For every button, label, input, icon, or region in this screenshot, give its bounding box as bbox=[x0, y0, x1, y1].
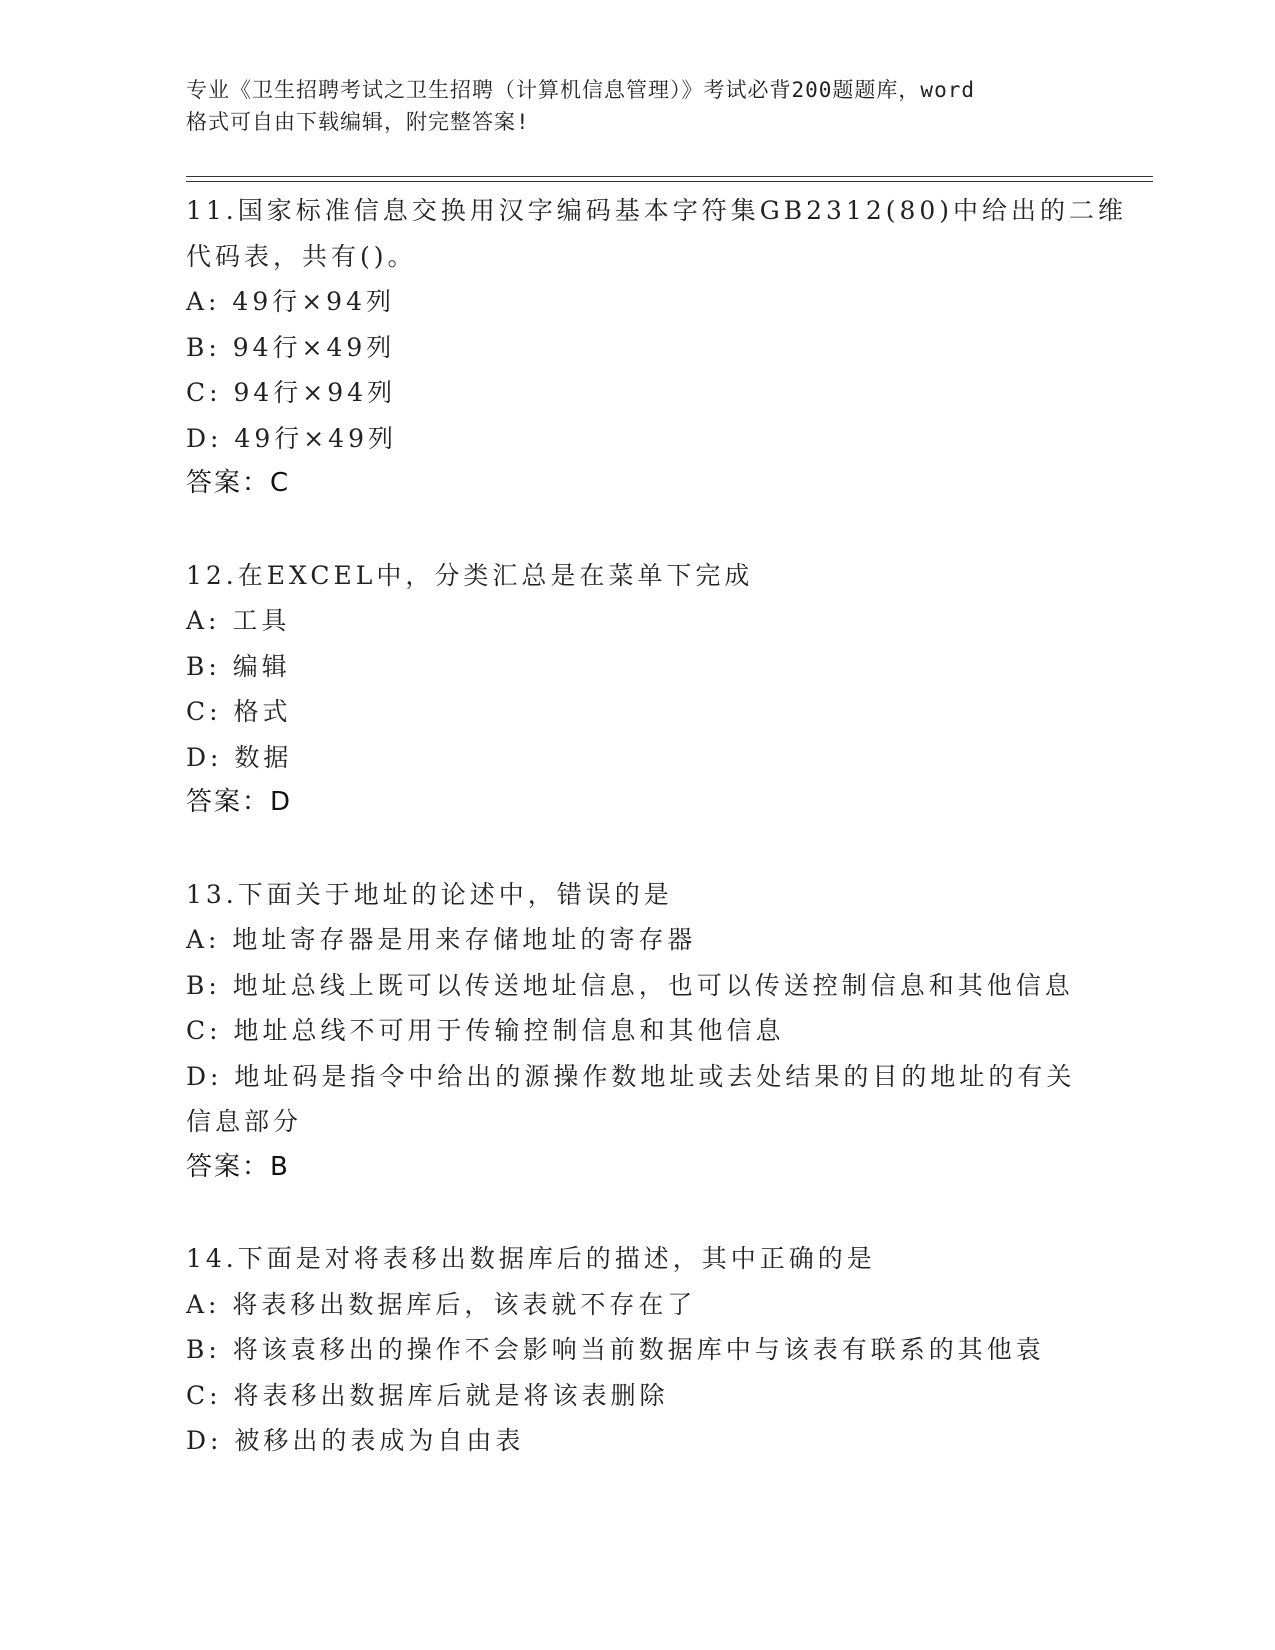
question-stem: 12.在EXCEL中，分类汇总是在菜单下完成 bbox=[186, 560, 754, 590]
option-d: D: 49行×49列 bbox=[186, 423, 397, 453]
question-14 bbox=[186, 1236, 1086, 1464]
question-list bbox=[186, 188, 1128, 1510]
answer-line: 答案：B bbox=[186, 1151, 290, 1182]
option-b: B: 将该袁移出的操作不会影响当前数据库中与该表有联系的其他袁 bbox=[186, 1335, 1045, 1364]
question-stem: 代码表，共有()。 bbox=[186, 241, 417, 271]
option-b: B: 地址总线上既可以传送地址信息，也可以传送控制信息和其他信息 bbox=[186, 970, 1074, 1000]
option-d: D: 被移出的表成为自由表 bbox=[186, 1426, 525, 1455]
option-c: C: 将表移出数据库后就是将该表删除 bbox=[186, 1380, 669, 1410]
question-11 bbox=[186, 188, 1128, 507]
question-13 bbox=[186, 872, 1086, 1191]
option-d: D: 数据 bbox=[186, 742, 293, 772]
header-line-2: 格式可自由下载编辑，附完整答案! bbox=[186, 110, 530, 134]
answer-line: 答案：D bbox=[186, 787, 293, 817]
option-c: C: 地址总线不可用于传输控制信息和其他信息 bbox=[186, 1016, 785, 1045]
option-b: B: 94行×49列 bbox=[186, 332, 396, 362]
option-a: A: 将表移出数据库后，该表就不存在了 bbox=[186, 1289, 697, 1319]
question-stem: 11.国家标准信息交换用汉字编码基本字符集GB2312(80)中给出的二维 bbox=[186, 196, 1128, 225]
header-divider-bottom bbox=[186, 181, 1153, 182]
header-divider-top bbox=[186, 176, 1153, 177]
option-d-continued: 信息部分 bbox=[186, 1107, 303, 1136]
document-header bbox=[186, 74, 1086, 138]
option-b: B: 编辑 bbox=[186, 651, 291, 681]
option-a: A: 49行×94列 bbox=[186, 287, 395, 316]
question-stem: 13.下面关于地址的论述中，错误的是 bbox=[186, 879, 673, 909]
option-a: A: 工具 bbox=[186, 606, 291, 635]
option-d: D: 地址码是指令中给出的源操作数地址或去处结果的目的地址的有关 bbox=[186, 1061, 1076, 1091]
option-c: C: 94行×94列 bbox=[186, 378, 397, 407]
question-12 bbox=[186, 553, 1086, 826]
answer-line: 答案：C bbox=[186, 468, 291, 498]
option-c: C: 格式 bbox=[186, 697, 292, 726]
question-stem: 14.下面是对将表移出数据库后的描述，其中正确的是 bbox=[186, 1244, 876, 1273]
header-line-1: 专业《卫生招聘考试之卫生招聘（计算机信息管理）》考试必背200题题库，word bbox=[186, 78, 975, 102]
option-a: A: 地址寄存器是用来存储地址的寄存器 bbox=[186, 925, 697, 954]
